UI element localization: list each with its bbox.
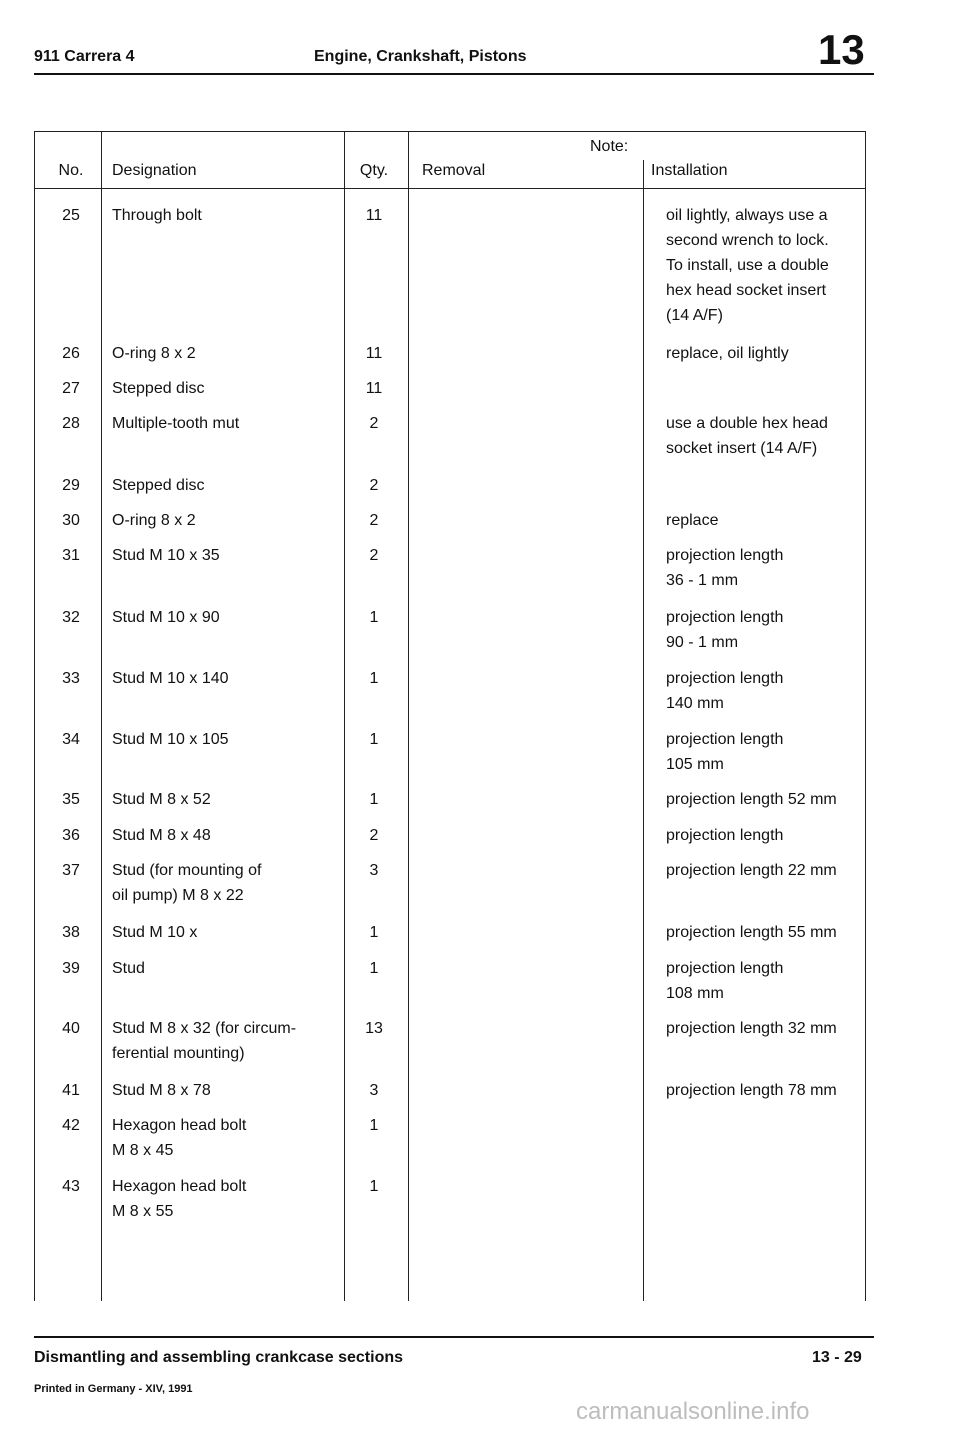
installation-note: (14 A/F) bbox=[666, 307, 723, 324]
row-number: 41 bbox=[62, 1082, 80, 1099]
designation-text: Stud M 10 x 105 bbox=[112, 731, 229, 748]
column-header-installation: Installation bbox=[651, 162, 728, 179]
installation-note: projection length bbox=[666, 547, 784, 564]
quantity-value: 2 bbox=[369, 547, 379, 564]
quantity-value: 11 bbox=[365, 207, 383, 224]
group-number: 13 bbox=[818, 26, 865, 73]
header-bottom-rule bbox=[34, 188, 866, 189]
page-title: Engine, Crankshaft, Pistons bbox=[314, 48, 527, 65]
quantity-value: 11 bbox=[365, 380, 383, 397]
installation-note: socket insert (14 A/F) bbox=[666, 440, 818, 457]
designation-text: Stud M 8 x 48 bbox=[112, 827, 211, 844]
designation-text: oil pump) M 8 x 22 bbox=[112, 887, 244, 904]
row-number: 42 bbox=[62, 1117, 80, 1134]
row-number: 36 bbox=[62, 827, 80, 844]
designation-text: Through bolt bbox=[112, 207, 202, 224]
installation-note: 105 mm bbox=[666, 756, 724, 773]
designation-text: Stud (for mounting of bbox=[112, 862, 262, 879]
quantity-value: 3 bbox=[369, 862, 379, 879]
row-number: 37 bbox=[62, 862, 80, 879]
column-divider-removal bbox=[643, 160, 644, 1301]
row-number: 27 bbox=[62, 380, 80, 397]
row-number: 32 bbox=[62, 609, 80, 626]
row-number: 28 bbox=[62, 415, 80, 432]
installation-note: projection length 55 mm bbox=[666, 924, 837, 941]
installation-note: projection length bbox=[666, 670, 784, 687]
row-number: 33 bbox=[62, 670, 80, 687]
footer-rule bbox=[34, 1336, 874, 1338]
row-number: 39 bbox=[62, 960, 80, 977]
designation-text: Stud M 10 x 140 bbox=[112, 670, 229, 687]
column-header-no: No. bbox=[58, 162, 84, 179]
quantity-value: 1 bbox=[369, 924, 379, 941]
row-number: 25 bbox=[62, 207, 80, 224]
designation-text: Stud M 8 x 32 (for circum- bbox=[112, 1020, 297, 1037]
designation-text: O-ring 8 x 2 bbox=[112, 512, 196, 529]
quantity-value: 1 bbox=[369, 670, 379, 687]
installation-note: projection length bbox=[666, 609, 784, 626]
column-divider-designation bbox=[344, 131, 345, 1301]
quantity-value: 1 bbox=[369, 731, 379, 748]
column-divider-no bbox=[101, 131, 102, 1301]
installation-note: 108 mm bbox=[666, 985, 724, 1002]
quantity-value: 13 bbox=[365, 1020, 383, 1037]
designation-text: Multiple-tooth mut bbox=[112, 415, 240, 432]
designation-text: M 8 x 45 bbox=[112, 1142, 174, 1159]
row-number: 31 bbox=[62, 547, 80, 564]
quantity-value: 1 bbox=[369, 791, 379, 808]
watermark-text: carmanualsonline.info bbox=[576, 1398, 810, 1425]
row-number: 34 bbox=[62, 731, 80, 748]
installation-note: projection length 32 mm bbox=[666, 1020, 837, 1037]
row-number: 30 bbox=[62, 512, 80, 529]
table-top-rule bbox=[34, 131, 866, 132]
installation-note: oil lightly, always use a bbox=[666, 207, 828, 224]
quantity-value: 1 bbox=[369, 609, 379, 626]
quantity-value: 2 bbox=[369, 512, 379, 529]
page-number: 13 - 29 bbox=[812, 1349, 862, 1366]
designation-text: Stud M 8 x 78 bbox=[112, 1082, 211, 1099]
installation-note: replace bbox=[666, 512, 719, 529]
installation-note: hex head socket insert bbox=[666, 282, 827, 299]
designation-text: Stud bbox=[112, 960, 145, 977]
designation-text: Stud M 10 x 35 bbox=[112, 547, 220, 564]
print-info: Printed in Germany - XIV, 1991 bbox=[34, 1383, 193, 1395]
quantity-value: 1 bbox=[369, 1117, 379, 1134]
designation-text: Hexagon head bolt bbox=[112, 1178, 247, 1195]
installation-note: To install, use a double bbox=[666, 257, 829, 274]
note-label: Note: bbox=[590, 138, 629, 155]
designation-text: Hexagon head bolt bbox=[112, 1117, 247, 1134]
installation-note: replace, oil lightly bbox=[666, 345, 789, 362]
column-header-removal: Removal bbox=[422, 162, 486, 179]
quantity-value: 2 bbox=[369, 415, 379, 432]
row-number: 26 bbox=[62, 345, 80, 362]
installation-note: projection length bbox=[666, 731, 784, 748]
installation-note: projection length bbox=[666, 960, 784, 977]
designation-text: Stepped disc bbox=[112, 380, 205, 397]
designation-text: ferential mounting) bbox=[112, 1045, 245, 1062]
installation-note: projection length bbox=[666, 827, 784, 844]
installation-note: second wrench to lock. bbox=[666, 232, 829, 249]
row-number: 35 bbox=[62, 791, 80, 808]
designation-text: Stud M 10 x bbox=[112, 924, 198, 941]
row-number: 43 bbox=[62, 1178, 80, 1195]
installation-note: use a double hex head bbox=[666, 415, 828, 432]
row-number: 40 bbox=[62, 1020, 80, 1037]
installation-note: projection length 52 mm bbox=[666, 791, 837, 808]
quantity-value: 3 bbox=[369, 1082, 379, 1099]
quantity-value: 2 bbox=[369, 827, 379, 844]
column-header-designation: Designation bbox=[112, 162, 197, 179]
installation-note: 36 - 1 mm bbox=[666, 572, 739, 589]
designation-text: O-ring 8 x 2 bbox=[112, 345, 196, 362]
designation-text: Stud M 8 x 52 bbox=[112, 791, 211, 808]
column-divider-qty bbox=[408, 131, 409, 1301]
quantity-value: 2 bbox=[369, 477, 379, 494]
designation-text: M 8 x 55 bbox=[112, 1203, 174, 1220]
quantity-value: 11 bbox=[365, 345, 383, 362]
installation-note: projection length 78 mm bbox=[666, 1082, 837, 1099]
installation-note: projection length 22 mm bbox=[666, 862, 837, 879]
section-title: Dismantling and assembling crankcase sections bbox=[34, 1349, 404, 1366]
model-name: 911 Carrera 4 bbox=[34, 48, 135, 65]
designation-text: Stepped disc bbox=[112, 477, 205, 494]
table-left-border bbox=[34, 131, 35, 1301]
row-number: 38 bbox=[62, 924, 80, 941]
column-header-qty: Qty. bbox=[359, 162, 389, 179]
quantity-value: 1 bbox=[369, 1178, 379, 1195]
installation-note: 90 - 1 mm bbox=[666, 634, 739, 651]
designation-text: Stud M 10 x 90 bbox=[112, 609, 220, 626]
installation-note: 140 mm bbox=[666, 695, 724, 712]
quantity-value: 1 bbox=[369, 960, 379, 977]
row-number: 29 bbox=[62, 477, 80, 494]
